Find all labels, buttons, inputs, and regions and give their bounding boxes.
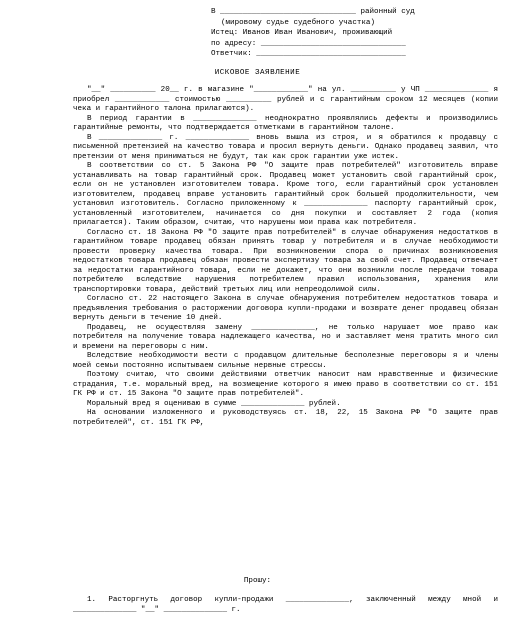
paragraph-purchase: "__" __________ 20__ г. в магазине "____________" на ул. __________ у ЧП ______________ я приобрел ____________ стоимостью __________ рублей и с гарантийным сроком 12 месяцев (копии чека и гарантийного талона прилагаются). [73,86,498,113]
paragraph-claim: В ______________ г. ______________ вновь вышла из строя, и я обратился к продавцу с письменной претензией на качество товара и просил вернуть деньги. Однако продавец заявил, что претензии от меня приниматься не будут, так как срок гарантии уже истек. [73,133,498,161]
paragraph-seller-violation: Продавец, не осуществляя замену ______________, не только нарушает мое право как потребителя на получение товара надлежащего качества, но и заставляет меня тратить много сил и времени на переговоры с ним. [73,323,498,351]
paragraph-harm-amount: Моральный вред я оцениваю в сумме ______________ рублей. [87,399,341,408]
plaintiff-line: Истец: Иванов Иван Иванович, проживающий [211,29,393,37]
addressee-block [211,8,491,61]
document-title: ИСКОВОЕ ЗАЯВЛЕНИЕ [214,69,301,77]
court-line: В ______________________________ районный суд [211,8,415,16]
document-body [73,86,498,428]
paragraph-article-18: Согласно ст. 18 Закона РФ "О защите прав потребителей" в случае обнаружения недостатков в гарантийном товаре продавец обязан принять товар у потребителя и в случае необходимости провести проверку качества товара. При возникновении спора о причинах возникновения недостатков товара продавец обязан провести экспертизу товара за свой счет. Продавец отвечает за недостатки гарантийного товара, если не докажет, что они возникли после передачи товара потребителю вследствие нарушения потребителем правил использования, хранения или транспортировки товара, действий третьих лиц или непреодолимой силы. [73,228,498,294]
paragraph-article-5: В соответствии со ст. 5 Закона РФ "О защите прав потребителей" изготовитель вправе устанавливать на товар гарантийный срок. Продавец может установить свой гарантийный срок, если он не установлен изготовителем товара. Кроме того, если гарантийный срок установлен изготовителем, продавец вправе установить гарантийный срок большей продолжительности, чем установил изготовитель. Согласно приложенному к ______________ паспорту гарантийный срок, установленный изготовителем, начинается со дня покупки и составляет 2 года (копия прилагается). Таким образом, считаю, что нарушены мои права как потребителя. [73,162,498,227]
judge-line: (мировому судье судебного участка) [221,18,375,27]
address-line: по адресу: ________________________________ [211,39,406,48]
paragraph-moral-harm: Поэтому считаю, что своими действиями ответчик наносит нам нравственные и физические страдания, т.е. моральный вред, на возмещение которого я имею право в соответствии со ст. 151 ГК РФ и ст. 15 Закона "О защите прав потребителей". [73,371,498,398]
paragraph-defects: В период гарантии в ______________ неоднократно проявлялись дефекты и производились гарантийные ремонты, что подтверждается отметками в гарантийном талоне. [73,114,498,132]
paragraph-stress: Вследствие необходимости вести с продавцом длительные бесполезные переговоры я и члены моей семьи постоянно испытываем сильные нервные стрессы. [73,352,498,370]
claim-item-1: 1. Расторгнуть договор купли-продажи ______________, заключенный между мной и ______________ "__" ______________ г. [73,596,498,614]
paragraph-grounds: На основании изложенного и руководствуясь ст. 18, 22, 15 Закона РФ "О защите прав потребителей", ст. 151 ГК РФ, [73,409,498,427]
defendant-line: Ответчик: _________________________________ [211,50,406,58]
request-heading: Прошу: [243,577,272,585]
paragraph-article-22: Согласно ст. 22 настоящего Закона в случае обнаружения потребителем недостатков товара и предъявления требования о расторжении договора купли-продажи и возврате денег продавец обязан вернуть деньги в течение 10 дней. [73,295,498,322]
